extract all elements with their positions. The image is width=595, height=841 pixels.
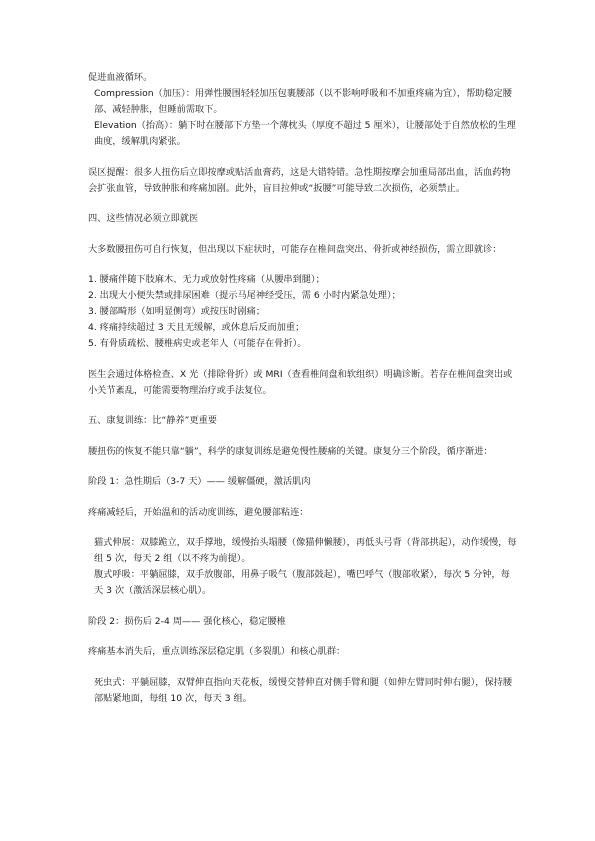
intro-line: 促进血液循环。 <box>88 72 153 83</box>
dead-bug-text: 死虫式：平躺屈膝，双臂伸直指向天花板，缓慢交替伸直对侧手臂和腿（如伸左臂同时伸右腿），保持腰部贴紧地面，每组 10 次，每天 3 组。 <box>94 676 513 704</box>
compression-paragraph: Compression（加压）：用弹性腰围轻轻加压包裹腰部（以不影响呼吸和不加重疼痛为宜），帮助稳定腰部、减轻肿胀，但睡前需取下。 <box>94 88 512 115</box>
symptom-item: 5. 有骨质疏松、腰椎病史或老年人（可能存在骨折）。 <box>88 338 307 349</box>
symptom-item: 1. 腰痛伴随下肢麻木、无力或放射性疼痛（从腰串到腿）； <box>88 274 325 285</box>
stage-1-intro: 疼痛减轻后，开始温和的活动度训练，避免腰部粘连： <box>88 506 309 518</box>
section-5-title: 五、康复训练：比“静养”更重要 <box>88 415 217 426</box>
symptom-item: 2. 出现大小便失禁或排尿困难（提示马尾神经受压，需 6 小时内紧急处理）； <box>88 290 401 301</box>
stage-1-exercises <box>88 535 518 599</box>
symptom-list <box>88 272 518 352</box>
abdominal-breathing-paragraph: 腹式呼吸：平躺屈膝，双手放腹部，用鼻子吸气（腹部鼓起），嘴巴呼气（腹部收紧），每次 5 分钟，每天 3 次（激活深层核心肌）。 <box>94 569 510 596</box>
stage-2-intro: 疼痛基本消失后，重点训练深层稳定肌（多裂肌）和核心肌群： <box>88 646 346 657</box>
dead-bug-paragraph <box>88 675 518 707</box>
stage-2-title: 阶段 2：损伤后 2-4 周—— 强化核心，稳定腰椎 <box>88 615 286 627</box>
section-4-intro: 大多数腰扭伤可自行恢复，但出现以下症状时，可能存在椎间盘突出、骨折或神经损伤，需立即就诊： <box>88 243 502 255</box>
section-4-title: 四、这些情况必须立即就医 <box>88 213 199 224</box>
elevation-paragraph: Elevation（抬高）：躺下时在腰部下方垫一个薄枕头（厚度不超过 5 厘米），让腰部处于自然放松的生理曲度，缓解肌肉紧张。 <box>94 120 516 147</box>
cat-stretch-paragraph: 猫式伸展：双膝跪立，双手撑地，缓慢抬头塌腰（像猫伸懒腰），再低头弓背（背部拱起），动作缓慢，每组 5 次，每天 2 组（以不疼为前提）。 <box>94 537 517 564</box>
symptom-item: 3. 腰部畸形（如明显侧弯）或按压时剧痛； <box>88 306 266 317</box>
symptom-item: 4. 疼痛持续超过 3 天且无缓解，或休息后反而加重； <box>88 322 305 333</box>
doctor-paragraph: 医生会通过体格检查、X 光（排除骨折）或 MRI（查看椎间盘和软组织）明确诊断。若存在椎间盘突出或小关节紊乱，可能需要物理治疗或手法复位。 <box>88 368 513 396</box>
section-5-intro: 腰扭伤的恢复不能只靠“躺”，科学的康复训练是避免慢性腰痛的关键。康复分三个阶段，循序渐进： <box>88 445 493 457</box>
intro-block <box>88 70 518 150</box>
warning-paragraph: 误区提醒：很多人扭伤后立即按摩或贴活血膏药，这是大错特错。急性期按摩会加重局部出血，活血药物会扩张血管，导致肿胀和疼痛加剧。此外，盲目拉伸或“扳腰”可能导致二次损伤，必须禁止。 <box>88 166 511 194</box>
document-page <box>88 70 518 707</box>
stage-1-title: 阶段 1：急性期后（3-7 天）—— 缓解僵硬，激活肌肉 <box>88 476 311 487</box>
